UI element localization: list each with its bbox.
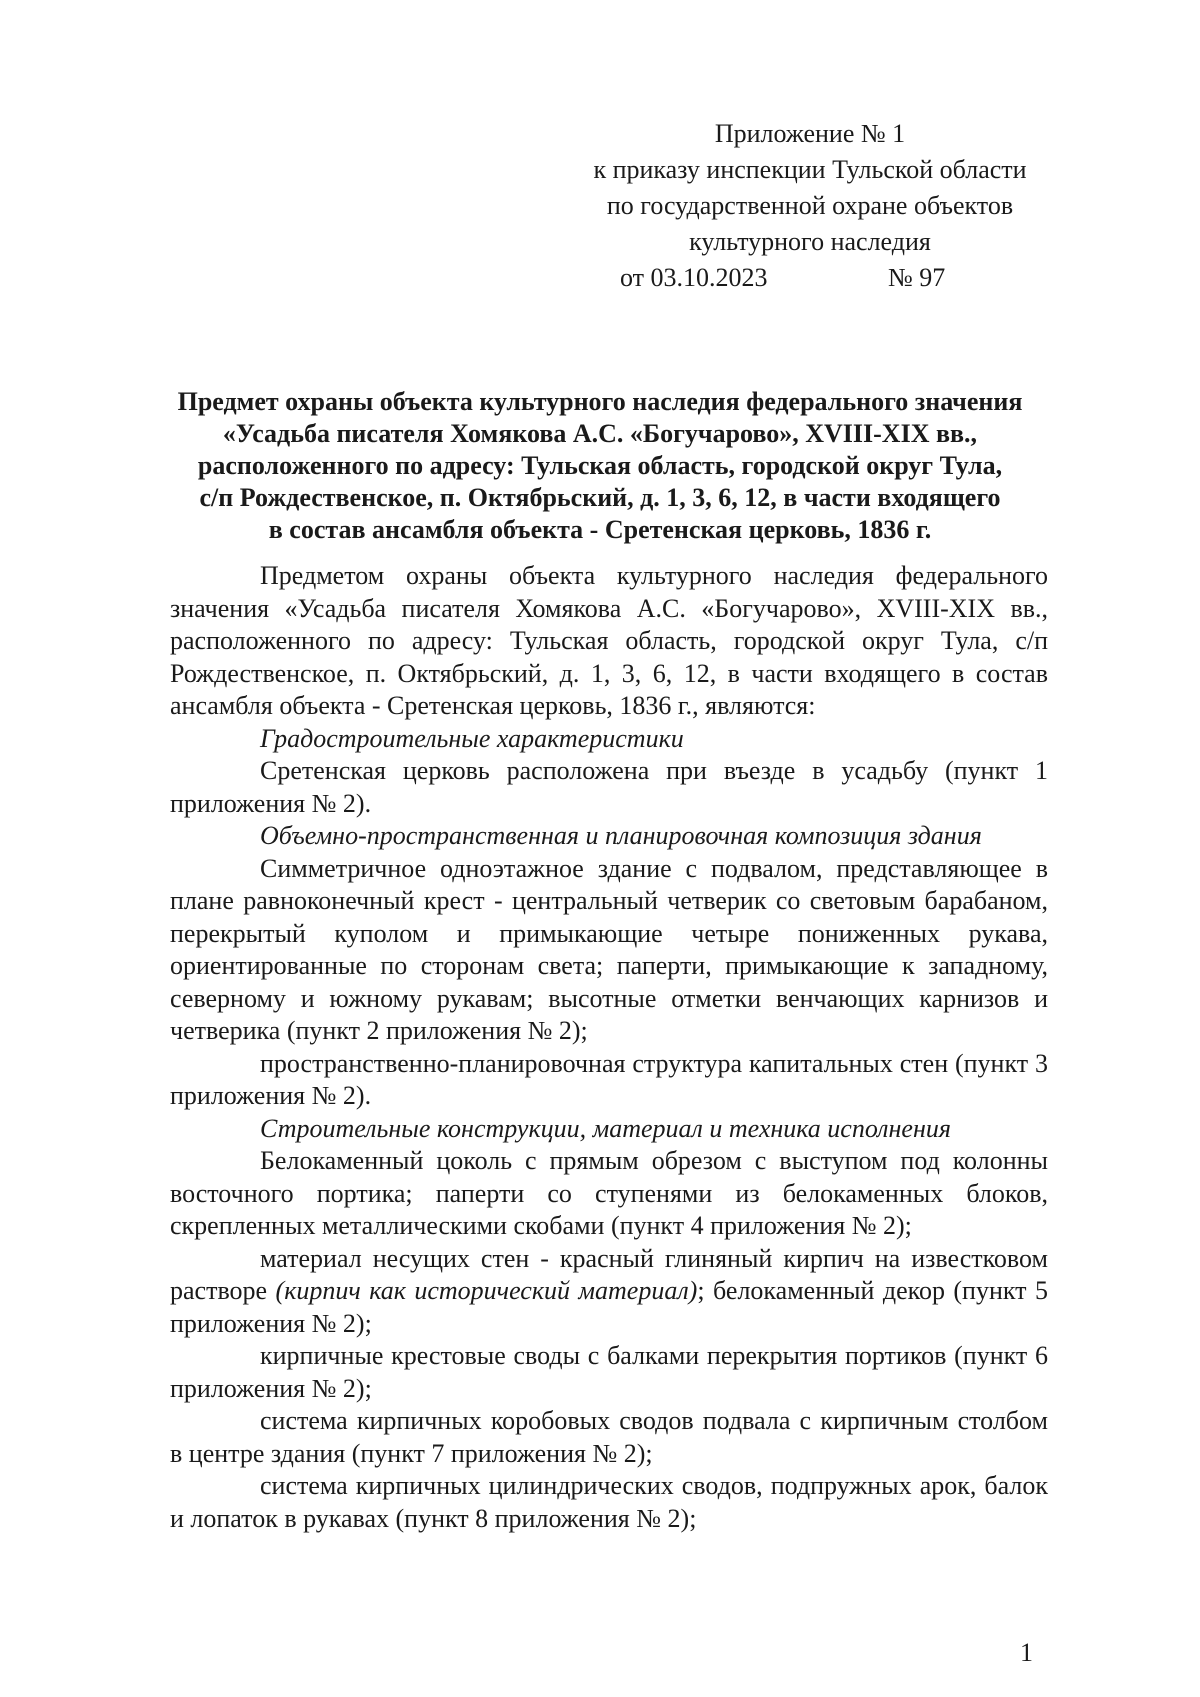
wall-material-text: материал несущих стен - красный глиняный кирпич на известковом растворе <box>170 1243 1048 1305</box>
paragraph-walls-structure: пространственно-планировочная структура капитальных стен (пункт 3 приложения № 2). <box>170 1048 1048 1110</box>
section-heading-composition: Объемно-пространственная и планировочная композиция здания <box>260 821 982 850</box>
document-title <box>140 386 1060 546</box>
paragraph-basement-vaults: система кирпичных коробовых сводов подвала с кирпичным столбом в центре здания (пункт 7 приложения № 2); <box>170 1406 1048 1468</box>
paragraph-cylindrical-vaults: система кирпичных цилиндрических сводов, подпружных арок, балок и лопаток в рукавах (пункт 8 приложения № 2); <box>170 1471 1048 1533</box>
page-number: 1 <box>1020 1638 1033 1667</box>
section-heading-construction: Строительные конструкции, материал и техника исполнения <box>260 1113 951 1143</box>
approval-agency-line: по государственной охране объектов <box>606 191 1014 220</box>
title-line: расположенного по адресу: Тульская область, городской округ Тула, <box>197 451 1003 480</box>
approval-date-line <box>560 260 1060 296</box>
title-line: Предмет охраны объекта культурного наследия федерального значения <box>177 387 1023 416</box>
approval-block <box>560 116 1060 296</box>
title-line: в состав ансамбля объекта - Сретенская церковь, 1836 г. <box>268 515 932 544</box>
approval-date: от 03.10.2023 <box>620 263 768 292</box>
paragraph-wall-material <box>170 1243 1048 1341</box>
wall-material-decor: ; белокаменный декор (пункт 5 приложения № 2); <box>170 1276 1048 1338</box>
intro-paragraph: Предметом охраны объекта культурного наследия федерального значения «Усадьба писателя Хомякова А.С. «Богучарово», XVIII-XIX вв., расположенного по адресу: Тульская область, городской округ Тула, с/п Рождественское, п. Октябрьский, д. 1, 3, 6, 12, в части входящего в состав ансамбля объекта - Сретенская церковь, 1836 г., являются: <box>170 561 1048 720</box>
paragraph-cross-vaults: кирпичные крестовые своды с балками перекрытия портиков (пункт 6 приложения № 2); <box>170 1341 1048 1403</box>
title-line: с/п Рождественское, п. Октябрьский, д. 1, 3, 6, 12, в части входящего <box>199 483 1001 512</box>
wall-material-note: (кирпич как исторический материал) <box>275 1276 698 1305</box>
approval-number: № 97 <box>888 263 946 292</box>
paragraph-composition: Симметричное одноэтажное здание с подвалом, представляющее в плане равноконечный крест - центральный четверик со световым барабаном, перекрытый куполом и примыкающие четыре пониженных рукава, ориентированные по сторонам света; паперти, примыкающие к западному, северному и южному рукавам; высотные отметки венчающих карнизов и четверика (пункт 2 приложения № 2); <box>170 853 1048 1045</box>
document-body <box>170 560 1048 1535</box>
paragraph-urban: Сретенская церковь расположена при въезде в усадьбу (пункт 1 приложения № 2). <box>170 756 1048 818</box>
approval-heritage-line: культурного наследия <box>689 227 931 256</box>
title-line: «Усадьба писателя Хомякова А.С. «Богучарово», XVIII-XIX вв., <box>222 419 978 448</box>
paragraph-plinth: Белокаменный цоколь с прямым обрезом с выступом под колонны восточного портика; паперти со ступенями из белокаменных блоков, скрепленных металлическими скобами (пункт 4 приложения № 2); <box>170 1146 1048 1240</box>
section-heading-urban: Градостроительные характеристики <box>260 723 684 753</box>
approval-appendix-label: Приложение № 1 <box>714 119 906 148</box>
approval-order-line: к приказу инспекции Тульской области <box>593 155 1027 184</box>
